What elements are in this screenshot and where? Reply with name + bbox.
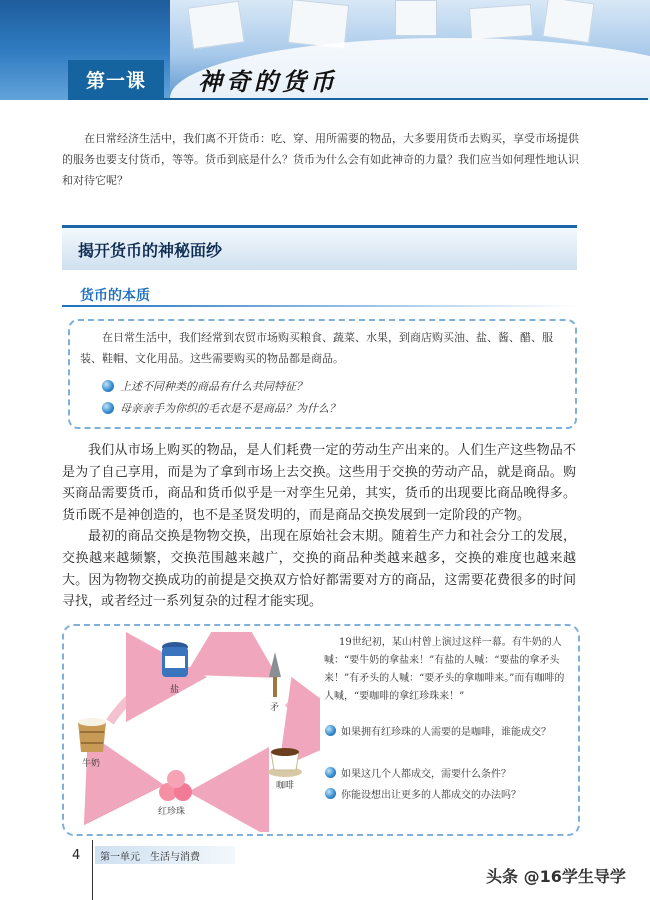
milk-bucket-icon (78, 718, 106, 752)
question-text: 上述不同种类的商品有什么共同特征？ (120, 380, 307, 393)
case-question (325, 787, 565, 804)
body-paragraph: 最初的商品交换是物物交换，出现在原始社会末期。随着生产力和社会分工的发展，交换越来越频繁，交换范围越来越广，交换的商品种类越来越多，交换的难度也越来越大。因为物物交换成功的前提是交换双方恰好都需要对方的商品，这需要花费很多的时间寻找，或者经过一系列复杂的过程才能实现。 (62, 529, 576, 610)
subsection-underline (62, 305, 577, 307)
red-pearls-icon (159, 770, 192, 801)
bullet-icon (325, 788, 336, 799)
watermark: 头条 @16学生导学 (486, 867, 626, 886)
lesson-title: 神奇的货币 (198, 67, 338, 96)
question-text: 你能设想出让更多的人都成交的办法吗？ (341, 790, 521, 801)
coffee-cup-icon (268, 748, 302, 777)
activity-question (102, 378, 307, 394)
bullet-icon (102, 380, 114, 392)
body-text (62, 440, 576, 613)
bullet-icon (325, 767, 336, 778)
footer-unit-label: 第一单元 生活与消费 (100, 852, 200, 863)
banner-card (395, 0, 437, 36)
question-text: 如果拥有红珍珠的人需要的是咖啡，谁能成交？ (341, 727, 551, 738)
item-label-salt: 盐 (170, 685, 180, 695)
lesson-intro: 在日常经济生活中，我们离不开货币：吃、穿、用所需要的物品，大多要用货币去购买，享受市场提供的服务也要支付货币，等等。货币到底是什么？货币为什么会有如此神奇的力量？我们应当如何理性地认识和对待它呢？ (62, 132, 579, 187)
page-number: 4 (72, 848, 81, 863)
case-question (325, 766, 565, 783)
cycle-arrow (288, 702, 301, 747)
cycle-arrow (215, 782, 260, 792)
banner-card (542, 0, 594, 43)
item-label-milk: 牛奶 (82, 759, 101, 769)
footer-divider (92, 840, 93, 900)
cycle-arrow (100, 757, 140, 787)
item-label-spear: 矛 (270, 703, 280, 713)
barter-cycle-illustration (70, 632, 320, 832)
activity-text: 在日常生活中，我们经常到农贸市场购买粮食、蔬菜、水果，到商店购买油、盐、酱、醋、服装、鞋帽、文化用品。这些需要购买的物品都是商品。 (80, 331, 553, 365)
lesson-title-rule (68, 98, 648, 100)
item-label-pearl: 红珍珠 (158, 807, 186, 817)
question-text: 母亲亲手为你织的毛衣是不是商品？为什么？ (120, 402, 340, 415)
case-question (325, 724, 565, 741)
spear-icon (269, 652, 281, 697)
barter-cycle-svg (70, 632, 320, 832)
banner-card (187, 1, 244, 50)
subsection-title: 货币的本质 (80, 288, 150, 304)
question-text: 如果这几个人都成交，需要什么条件？ (341, 769, 511, 780)
body-paragraph: 我们从市场上购买的物品，是人们耗费一定的劳动生产出来的。人们生产这些物品不是为了自己享用，而是为了拿到市场上去交换。这些用于交换的劳动产品，就是商品。购买商品需要货币，商品和货币似乎是一对孪生兄弟，其实，货币的出现要比商品晚得多。货币既不是神创造的，也不是圣贤发明的，而是商品交换发展到一定阶段的产物。 (62, 443, 576, 523)
bullet-icon (102, 402, 114, 414)
item-label-coffee: 咖啡 (276, 781, 295, 791)
cycle-arrow (205, 656, 255, 664)
banner-card (469, 4, 533, 40)
bullet-icon (325, 725, 336, 736)
salt-jar-icon (162, 642, 188, 677)
lesson-number-tab: 第一课 (68, 60, 164, 98)
section-title: 揭开货币的神秘面纱 (78, 241, 223, 260)
exchange-story-text: 19世纪初，某山村曾上演过这样一幕。有牛奶的人喊：“要牛奶的拿盐来！”有盐的人喊：“要盐的拿矛头来！”有矛头的人喊：“要矛头的拿咖啡来。”而有咖啡的人喊，“要咖啡的拿红珍珠来！” (324, 637, 565, 702)
banner-card (288, 0, 349, 49)
activity-question (102, 400, 340, 416)
